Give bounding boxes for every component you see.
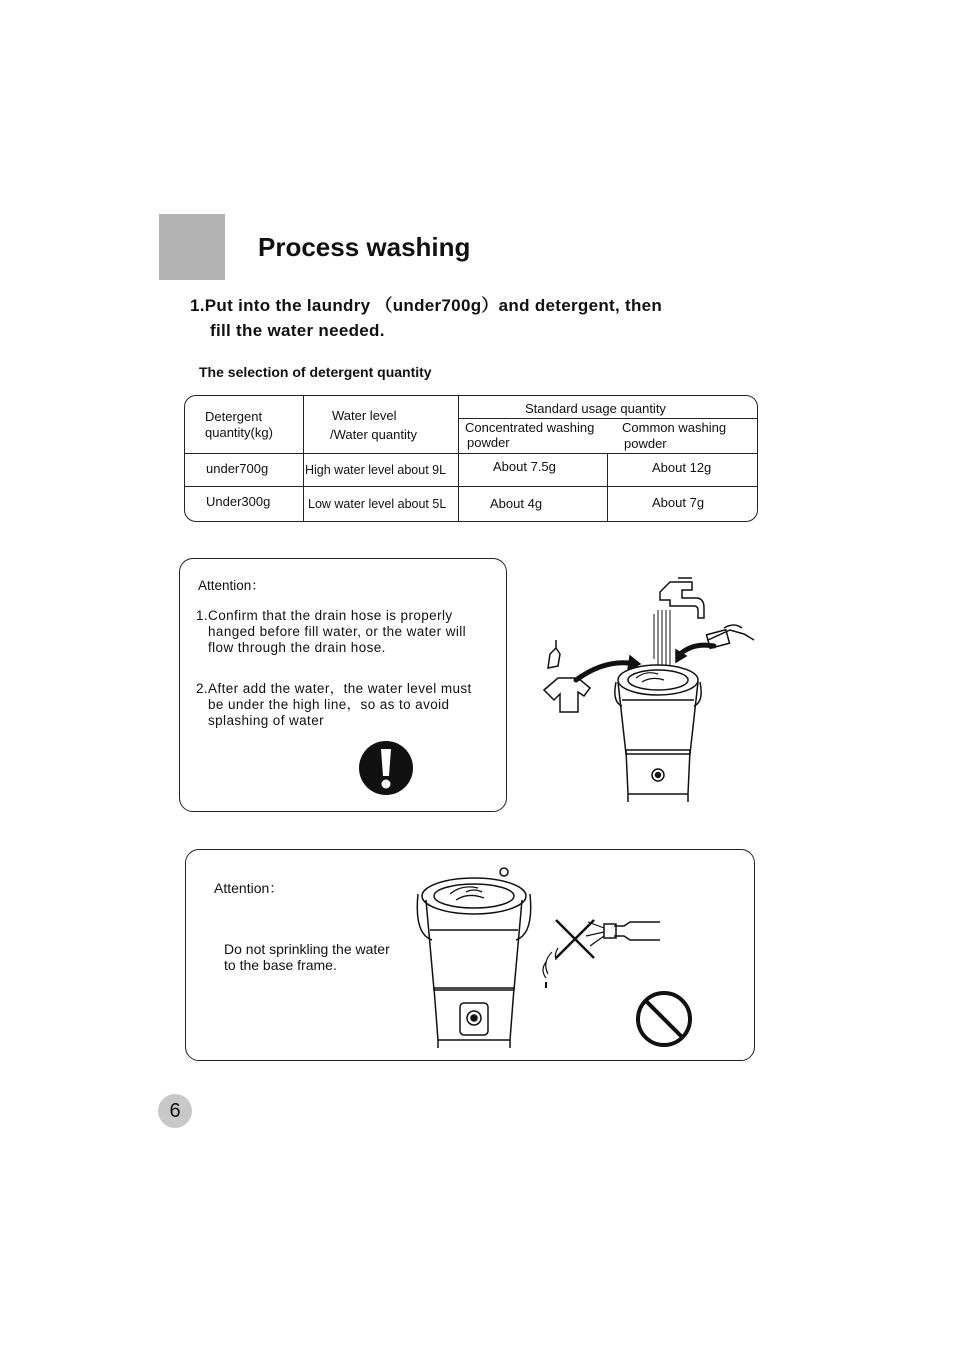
- attention-1-label: Attention：: [198, 578, 265, 593]
- header-water-level: Water level: [332, 408, 397, 423]
- attention-2-line-2: to the base frame.: [224, 957, 337, 973]
- attention-1-point-1-line-1: 1.Confirm that the drain hose is properly: [196, 608, 453, 623]
- header-concentrated-2: powder: [467, 435, 510, 450]
- row-1-concentrated: About 7.5g: [493, 459, 556, 474]
- header-common-2: powder: [624, 436, 667, 451]
- hose-spray-illustration: [534, 902, 666, 992]
- header-standard-usage: Standard usage quantity: [525, 401, 666, 416]
- header-water-quantity: /Water quantity: [330, 427, 417, 442]
- row-1-common: About 12g: [652, 460, 712, 475]
- attention-box-1: [179, 558, 507, 812]
- filling-washer-illustration: [538, 570, 770, 810]
- warning-exclamation-icon: [358, 740, 414, 796]
- section-marker: [159, 214, 225, 280]
- attention-1-point-2-line-1: 2.After add the water，the water level must: [196, 681, 472, 696]
- row-2-level: Low water level about 5L: [308, 497, 447, 511]
- washer-illustration: [412, 858, 536, 1054]
- detergent-selection-heading: The selection of detergent quantity: [199, 364, 432, 380]
- attention-1-point-2-line-3: splashing of water: [208, 713, 325, 728]
- attention-2-label: Attention：: [214, 880, 284, 896]
- page-number: 6: [158, 1094, 192, 1128]
- row-1-quantity: under700g: [206, 461, 269, 476]
- row-1-level: High water level about 9L: [305, 463, 447, 477]
- attention-1-point-1-line-3: flow through the drain hose.: [208, 640, 386, 655]
- page-title: Process washing: [258, 232, 471, 262]
- header-common: Common washing: [622, 420, 727, 435]
- step-1-instruction: [190, 293, 662, 343]
- attention-1-point-2-line-2: be under the high line，so as to avoid: [208, 697, 450, 712]
- header-detergent-unit: quantity(kg): [205, 425, 273, 440]
- attention-box-2: [185, 849, 755, 1061]
- row-2-common: About 7g: [652, 495, 705, 510]
- detergent-table: [184, 395, 758, 522]
- attention-2-line-1: Do not sprinkling the water: [224, 941, 390, 957]
- row-2-concentrated: About 4g: [490, 496, 543, 511]
- prohibited-icon: [634, 989, 694, 1049]
- step-1-line-1: 1.Put into the laundry （under700g）and detergent, then: [190, 296, 663, 315]
- row-2-quantity: Under300g: [206, 494, 271, 509]
- header-detergent: Detergent: [205, 409, 263, 424]
- header-concentrated: Concentrated washing: [465, 420, 595, 435]
- attention-1-point-1-line-2: hanged before fill water, or the water will: [208, 624, 467, 639]
- step-1-line-2: fill the water needed.: [210, 321, 385, 340]
